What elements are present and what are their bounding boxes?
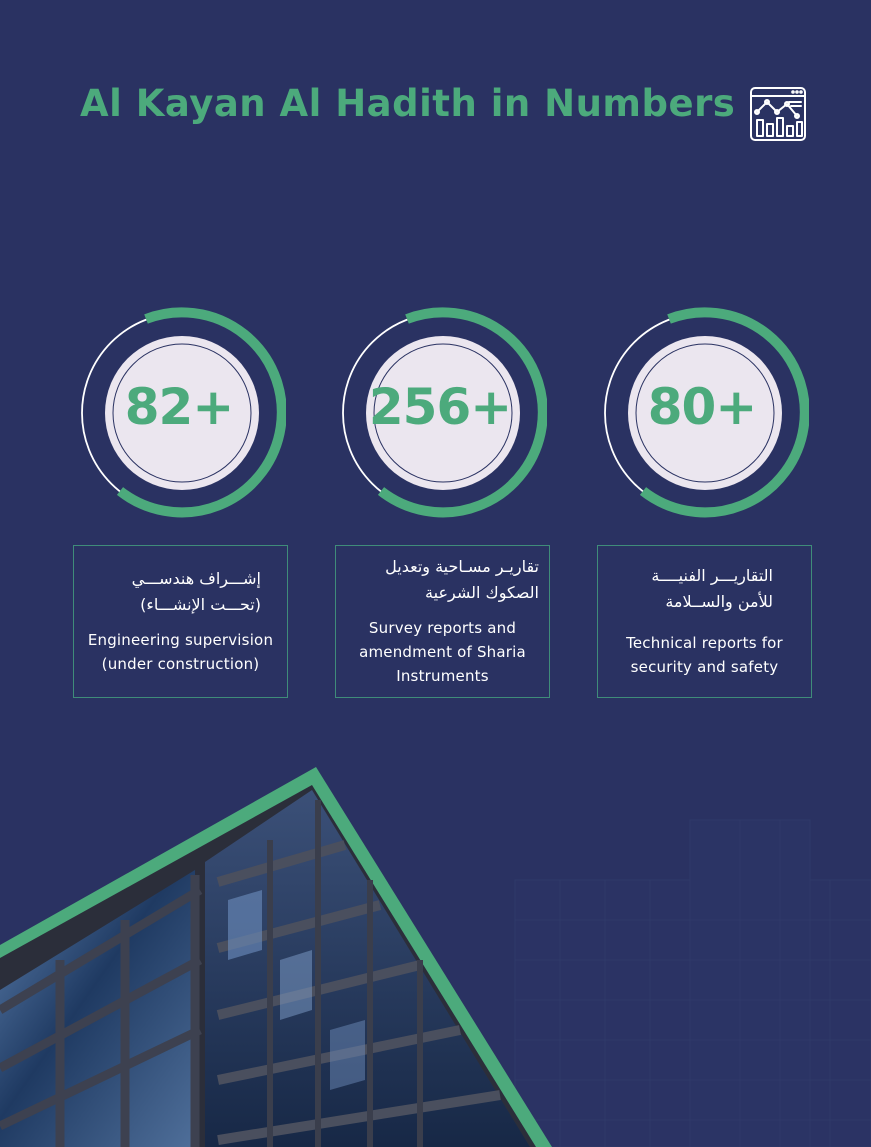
label-arabic-line: التقاريـــر الفنيــــة — [651, 566, 773, 585]
stat-circle-technical — [603, 306, 809, 520]
label-arabic-line: الصكوك الشرعية — [425, 583, 539, 602]
stat-circle-survey — [341, 306, 547, 520]
stat-value: 82+ — [124, 378, 234, 436]
label-arabic-line: تقاريـر مسـاحية وتعديل — [385, 557, 539, 576]
label-english-line: (under construction) — [101, 655, 260, 673]
stat-value: 256+ — [368, 378, 512, 436]
stat-card-technical — [597, 545, 812, 698]
label-english-line: security and safety — [630, 658, 779, 676]
label-english-line: Technical reports for — [626, 634, 783, 652]
stat-card-survey — [335, 545, 550, 698]
background-building — [515, 820, 871, 1147]
main-building — [0, 785, 536, 1147]
label-arabic-line: إشـــراف هندســـي — [131, 569, 261, 588]
label-english-line: Survey reports and — [368, 619, 517, 637]
label-english-line: Instruments — [396, 667, 489, 685]
stat-card-engineering — [73, 545, 288, 698]
building-illustration — [0, 760, 871, 1147]
label-english-line: Engineering supervision — [87, 631, 274, 649]
stat-value: 80+ — [647, 378, 757, 436]
analytics-chart-icon — [749, 86, 807, 142]
label-arabic-line: (تحـــت الإنشـــاء) — [140, 595, 261, 614]
label-english-line: amendment of Sharia — [359, 643, 526, 661]
page-title: Al Kayan Al Hadith in Numbers — [80, 82, 736, 125]
stat-circle-engineering — [80, 306, 286, 520]
label-arabic-line: للأمن والســلامة — [665, 592, 773, 611]
